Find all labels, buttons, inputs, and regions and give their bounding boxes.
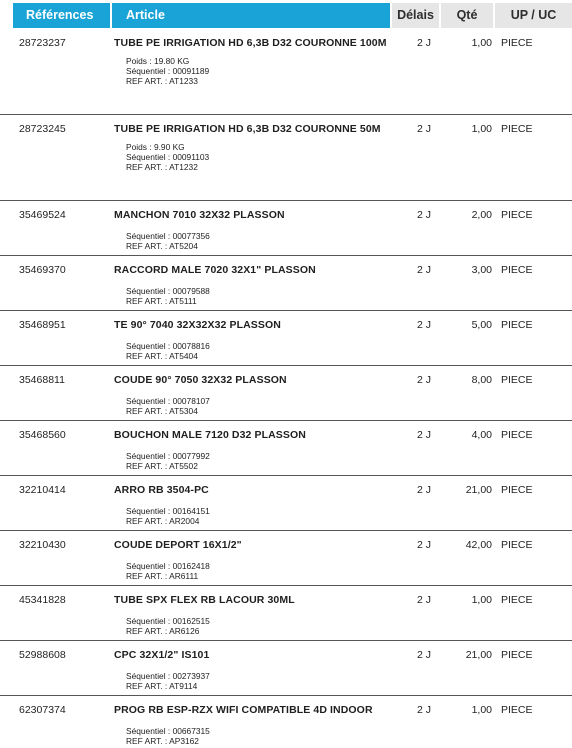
sequentiel-line-label: Séquentiel : xyxy=(126,451,173,461)
quantity-cell: 21,00 xyxy=(465,649,492,661)
sequentiel-line xyxy=(126,286,210,296)
ref-art-line xyxy=(126,241,210,251)
ref-art-line-value: AT1233 xyxy=(169,76,198,86)
article-cell: COUDE 90° 7050 32X32 PLASSON xyxy=(114,374,287,386)
sequentiel-line-value: 00077992 xyxy=(172,451,210,461)
quantity-cell: 3,00 xyxy=(471,264,492,276)
delai-cell: 2 J xyxy=(416,484,431,496)
quantity-cell: 1,00 xyxy=(471,704,492,716)
table-row[interactable] xyxy=(0,115,572,201)
delai-cell: 2 J xyxy=(416,319,431,331)
sequentiel-line-label: Séquentiel : xyxy=(126,66,173,76)
article-details xyxy=(126,451,210,471)
quantity-cell: 21,00 xyxy=(465,484,492,496)
reference-cell: 52988608 xyxy=(19,649,66,661)
table-row[interactable] xyxy=(0,29,572,115)
article-cell: TUBE PE IRRIGATION HD 6,3B D32 COURONNE 100M xyxy=(114,37,387,49)
sequentiel-line-value: 00164151 xyxy=(172,506,210,516)
sequentiel-line xyxy=(126,451,210,461)
sequentiel-line xyxy=(126,671,210,681)
quantity-cell: 1,00 xyxy=(471,37,492,49)
sequentiel-line xyxy=(126,152,209,162)
ref-art-line-value: AR6126 xyxy=(169,626,200,636)
header-article[interactable]: Article xyxy=(112,3,390,28)
sequentiel-line-label: Séquentiel : xyxy=(126,152,173,162)
article-details xyxy=(126,561,210,581)
sequentiel-line-label: Séquentiel : xyxy=(126,506,173,516)
article-details xyxy=(126,726,210,746)
sequentiel-line-value: 00091189 xyxy=(172,66,210,76)
delai-cell: 2 J xyxy=(416,209,431,221)
table-row[interactable] xyxy=(0,696,572,748)
delai-cell: 2 J xyxy=(416,264,431,276)
article-cell: ARRO RB 3504-PC xyxy=(114,484,209,496)
sequentiel-line xyxy=(126,506,210,516)
ref-art-line-value: AT5204 xyxy=(169,241,198,251)
ref-art-line xyxy=(126,162,209,172)
ref-art-line-value: AT5111 xyxy=(169,296,197,306)
quantity-cell: 8,00 xyxy=(471,374,492,386)
sequentiel-line-label: Séquentiel : xyxy=(126,231,173,241)
ref-art-line-value: AR6111 xyxy=(169,571,199,581)
unit-cell: PIECE xyxy=(501,209,533,221)
sequentiel-line xyxy=(126,616,210,626)
sequentiel-line-value: 00273937 xyxy=(172,671,210,681)
unit-cell: PIECE xyxy=(501,37,533,49)
quantity-cell: 5,00 xyxy=(471,319,492,331)
article-details xyxy=(126,56,209,86)
sequentiel-line xyxy=(126,726,210,736)
sequentiel-line-value: 00078816 xyxy=(172,341,210,351)
sequentiel-line-label: Séquentiel : xyxy=(126,726,173,736)
unit-cell: PIECE xyxy=(501,594,533,606)
poids-line-value: 19.80 KG xyxy=(153,56,190,66)
sequentiel-line-label: Séquentiel : xyxy=(126,671,173,681)
unit-cell: PIECE xyxy=(501,704,533,716)
delai-cell: 2 J xyxy=(416,704,431,716)
article-details xyxy=(126,142,209,172)
reference-cell: 35468951 xyxy=(19,319,66,331)
table-header xyxy=(0,3,572,28)
article-cell: BOUCHON MALE 7120 D32 PLASSON xyxy=(114,429,306,441)
ref-art-line-value: AT5502 xyxy=(169,461,198,471)
ref-art-line xyxy=(126,406,210,416)
reference-cell: 35469524 xyxy=(19,209,66,221)
article-cell: CPC 32X1/2" IS101 xyxy=(114,649,210,661)
ref-art-line xyxy=(126,516,210,526)
article-details xyxy=(126,286,210,306)
ref-art-line-label: REF ART. : xyxy=(126,76,170,86)
article-cell: MANCHON 7010 32X32 PLASSON xyxy=(114,209,285,221)
ref-art-line xyxy=(126,296,210,306)
article-details xyxy=(126,671,210,691)
article-cell: RACCORD MALE 7020 32X1" PLASSON xyxy=(114,264,316,276)
sequentiel-line-value: 00162418 xyxy=(172,561,210,571)
poids-line-label: Poids : xyxy=(126,142,154,152)
table-row[interactable] xyxy=(0,256,572,311)
sequentiel-line xyxy=(126,66,209,76)
ref-art-line-label: REF ART. : xyxy=(126,626,170,636)
unit-cell: PIECE xyxy=(501,484,533,496)
sequentiel-line-value: 00162515 xyxy=(172,616,210,626)
sequentiel-line-value: 00667315 xyxy=(172,726,210,736)
header-up-uc[interactable]: UP / UC xyxy=(495,3,572,28)
delai-cell: 2 J xyxy=(416,123,431,135)
reference-cell: 28723237 xyxy=(19,37,66,49)
sequentiel-line-value: 00079588 xyxy=(172,286,210,296)
unit-cell: PIECE xyxy=(501,319,533,331)
article-cell: PROG RB ESP-RZX WIFI COMPATIBLE 4D INDOOR xyxy=(114,704,373,716)
ref-art-line-value: AT5404 xyxy=(169,351,198,361)
ref-art-line-label: REF ART. : xyxy=(126,736,170,746)
poids-line xyxy=(126,142,209,152)
article-cell: TUBE SPX FLEX RB LACOUR 30ML xyxy=(114,594,295,606)
article-details xyxy=(126,616,210,636)
ref-art-line xyxy=(126,736,210,746)
quantity-cell: 2,00 xyxy=(471,209,492,221)
ref-art-line xyxy=(126,571,210,581)
sequentiel-line-label: Séquentiel : xyxy=(126,561,173,571)
reference-cell: 32210414 xyxy=(19,484,66,496)
table-row[interactable] xyxy=(0,311,572,366)
reference-cell: 32210430 xyxy=(19,539,66,551)
delai-cell: 2 J xyxy=(416,429,431,441)
sequentiel-line-label: Séquentiel : xyxy=(126,616,173,626)
sequentiel-line-value: 00078107 xyxy=(172,396,210,406)
header-references[interactable]: Références xyxy=(13,3,110,28)
delai-cell: 2 J xyxy=(416,37,431,49)
poids-line-value: 9.90 KG xyxy=(153,142,185,152)
table-row[interactable] xyxy=(0,201,572,256)
delai-cell: 2 J xyxy=(416,539,431,551)
ref-art-line xyxy=(126,681,210,691)
unit-cell: PIECE xyxy=(501,539,533,551)
article-cell: TE 90° 7040 32X32X32 PLASSON xyxy=(114,319,281,331)
ref-art-line-label: REF ART. : xyxy=(126,241,170,251)
article-details xyxy=(126,506,210,526)
unit-cell: PIECE xyxy=(501,649,533,661)
sequentiel-line-label: Séquentiel : xyxy=(126,396,173,406)
ref-art-line xyxy=(126,351,210,361)
table-row[interactable] xyxy=(0,531,572,586)
quantity-cell: 4,00 xyxy=(471,429,492,441)
ref-art-line xyxy=(126,76,209,86)
ref-art-line xyxy=(126,626,210,636)
header-delais[interactable]: Délais xyxy=(392,3,439,28)
delai-cell: 2 J xyxy=(416,594,431,606)
ref-art-line-value: AT1232 xyxy=(169,162,198,172)
ref-art-line-label: REF ART. : xyxy=(126,516,170,526)
quantity-cell: 42,00 xyxy=(465,539,492,551)
table-row[interactable] xyxy=(0,641,572,696)
order-lines xyxy=(0,29,572,748)
ref-art-line-value: AR2004 xyxy=(169,516,200,526)
ref-art-line-value: AT9114 xyxy=(169,681,198,691)
table-row[interactable] xyxy=(0,476,572,531)
sequentiel-line-label: Séquentiel : xyxy=(126,341,173,351)
ref-art-line-label: REF ART. : xyxy=(126,571,170,581)
article-cell: COUDE DEPORT 16X1/2" xyxy=(114,539,242,551)
sequentiel-line xyxy=(126,561,210,571)
poids-line xyxy=(126,56,209,66)
ref-art-line-value: AP3162 xyxy=(169,736,199,746)
table-row[interactable] xyxy=(0,586,572,641)
reference-cell: 45341828 xyxy=(19,594,66,606)
article-details xyxy=(126,396,210,416)
reference-cell: 35468811 xyxy=(19,374,65,386)
ref-art-line xyxy=(126,461,210,471)
delai-cell: 2 J xyxy=(416,374,431,386)
reference-cell: 62307374 xyxy=(19,704,66,716)
delai-cell: 2 J xyxy=(416,649,431,661)
sequentiel-line-label: Séquentiel : xyxy=(126,286,173,296)
reference-cell: 28723245 xyxy=(19,123,66,135)
ref-art-line-label: REF ART. : xyxy=(126,296,170,306)
unit-cell: PIECE xyxy=(501,429,533,441)
ref-art-line-label: REF ART. : xyxy=(126,162,170,172)
sequentiel-line xyxy=(126,341,210,351)
ref-art-line-value: AT5304 xyxy=(169,406,198,416)
sequentiel-line xyxy=(126,396,210,406)
poids-line-label: Poids : xyxy=(126,56,154,66)
unit-cell: PIECE xyxy=(501,123,533,135)
ref-art-line-label: REF ART. : xyxy=(126,461,170,471)
unit-cell: PIECE xyxy=(501,264,533,276)
ref-art-line-label: REF ART. : xyxy=(126,681,170,691)
quantity-cell: 1,00 xyxy=(471,123,492,135)
reference-cell: 35469370 xyxy=(19,264,66,276)
header-qte[interactable]: Qté xyxy=(441,3,493,28)
table-row[interactable] xyxy=(0,366,572,421)
sequentiel-line-value: 00077356 xyxy=(172,231,210,241)
ref-art-line-label: REF ART. : xyxy=(126,406,170,416)
sequentiel-line-value: 00091103 xyxy=(172,152,210,162)
article-details xyxy=(126,341,210,361)
unit-cell: PIECE xyxy=(501,374,533,386)
article-details xyxy=(126,231,210,251)
table-row[interactable] xyxy=(0,421,572,476)
reference-cell: 35468560 xyxy=(19,429,66,441)
sequentiel-line xyxy=(126,231,210,241)
article-cell: TUBE PE IRRIGATION HD 6,3B D32 COURONNE 50M xyxy=(114,123,381,135)
ref-art-line-label: REF ART. : xyxy=(126,351,170,361)
quantity-cell: 1,00 xyxy=(471,594,492,606)
